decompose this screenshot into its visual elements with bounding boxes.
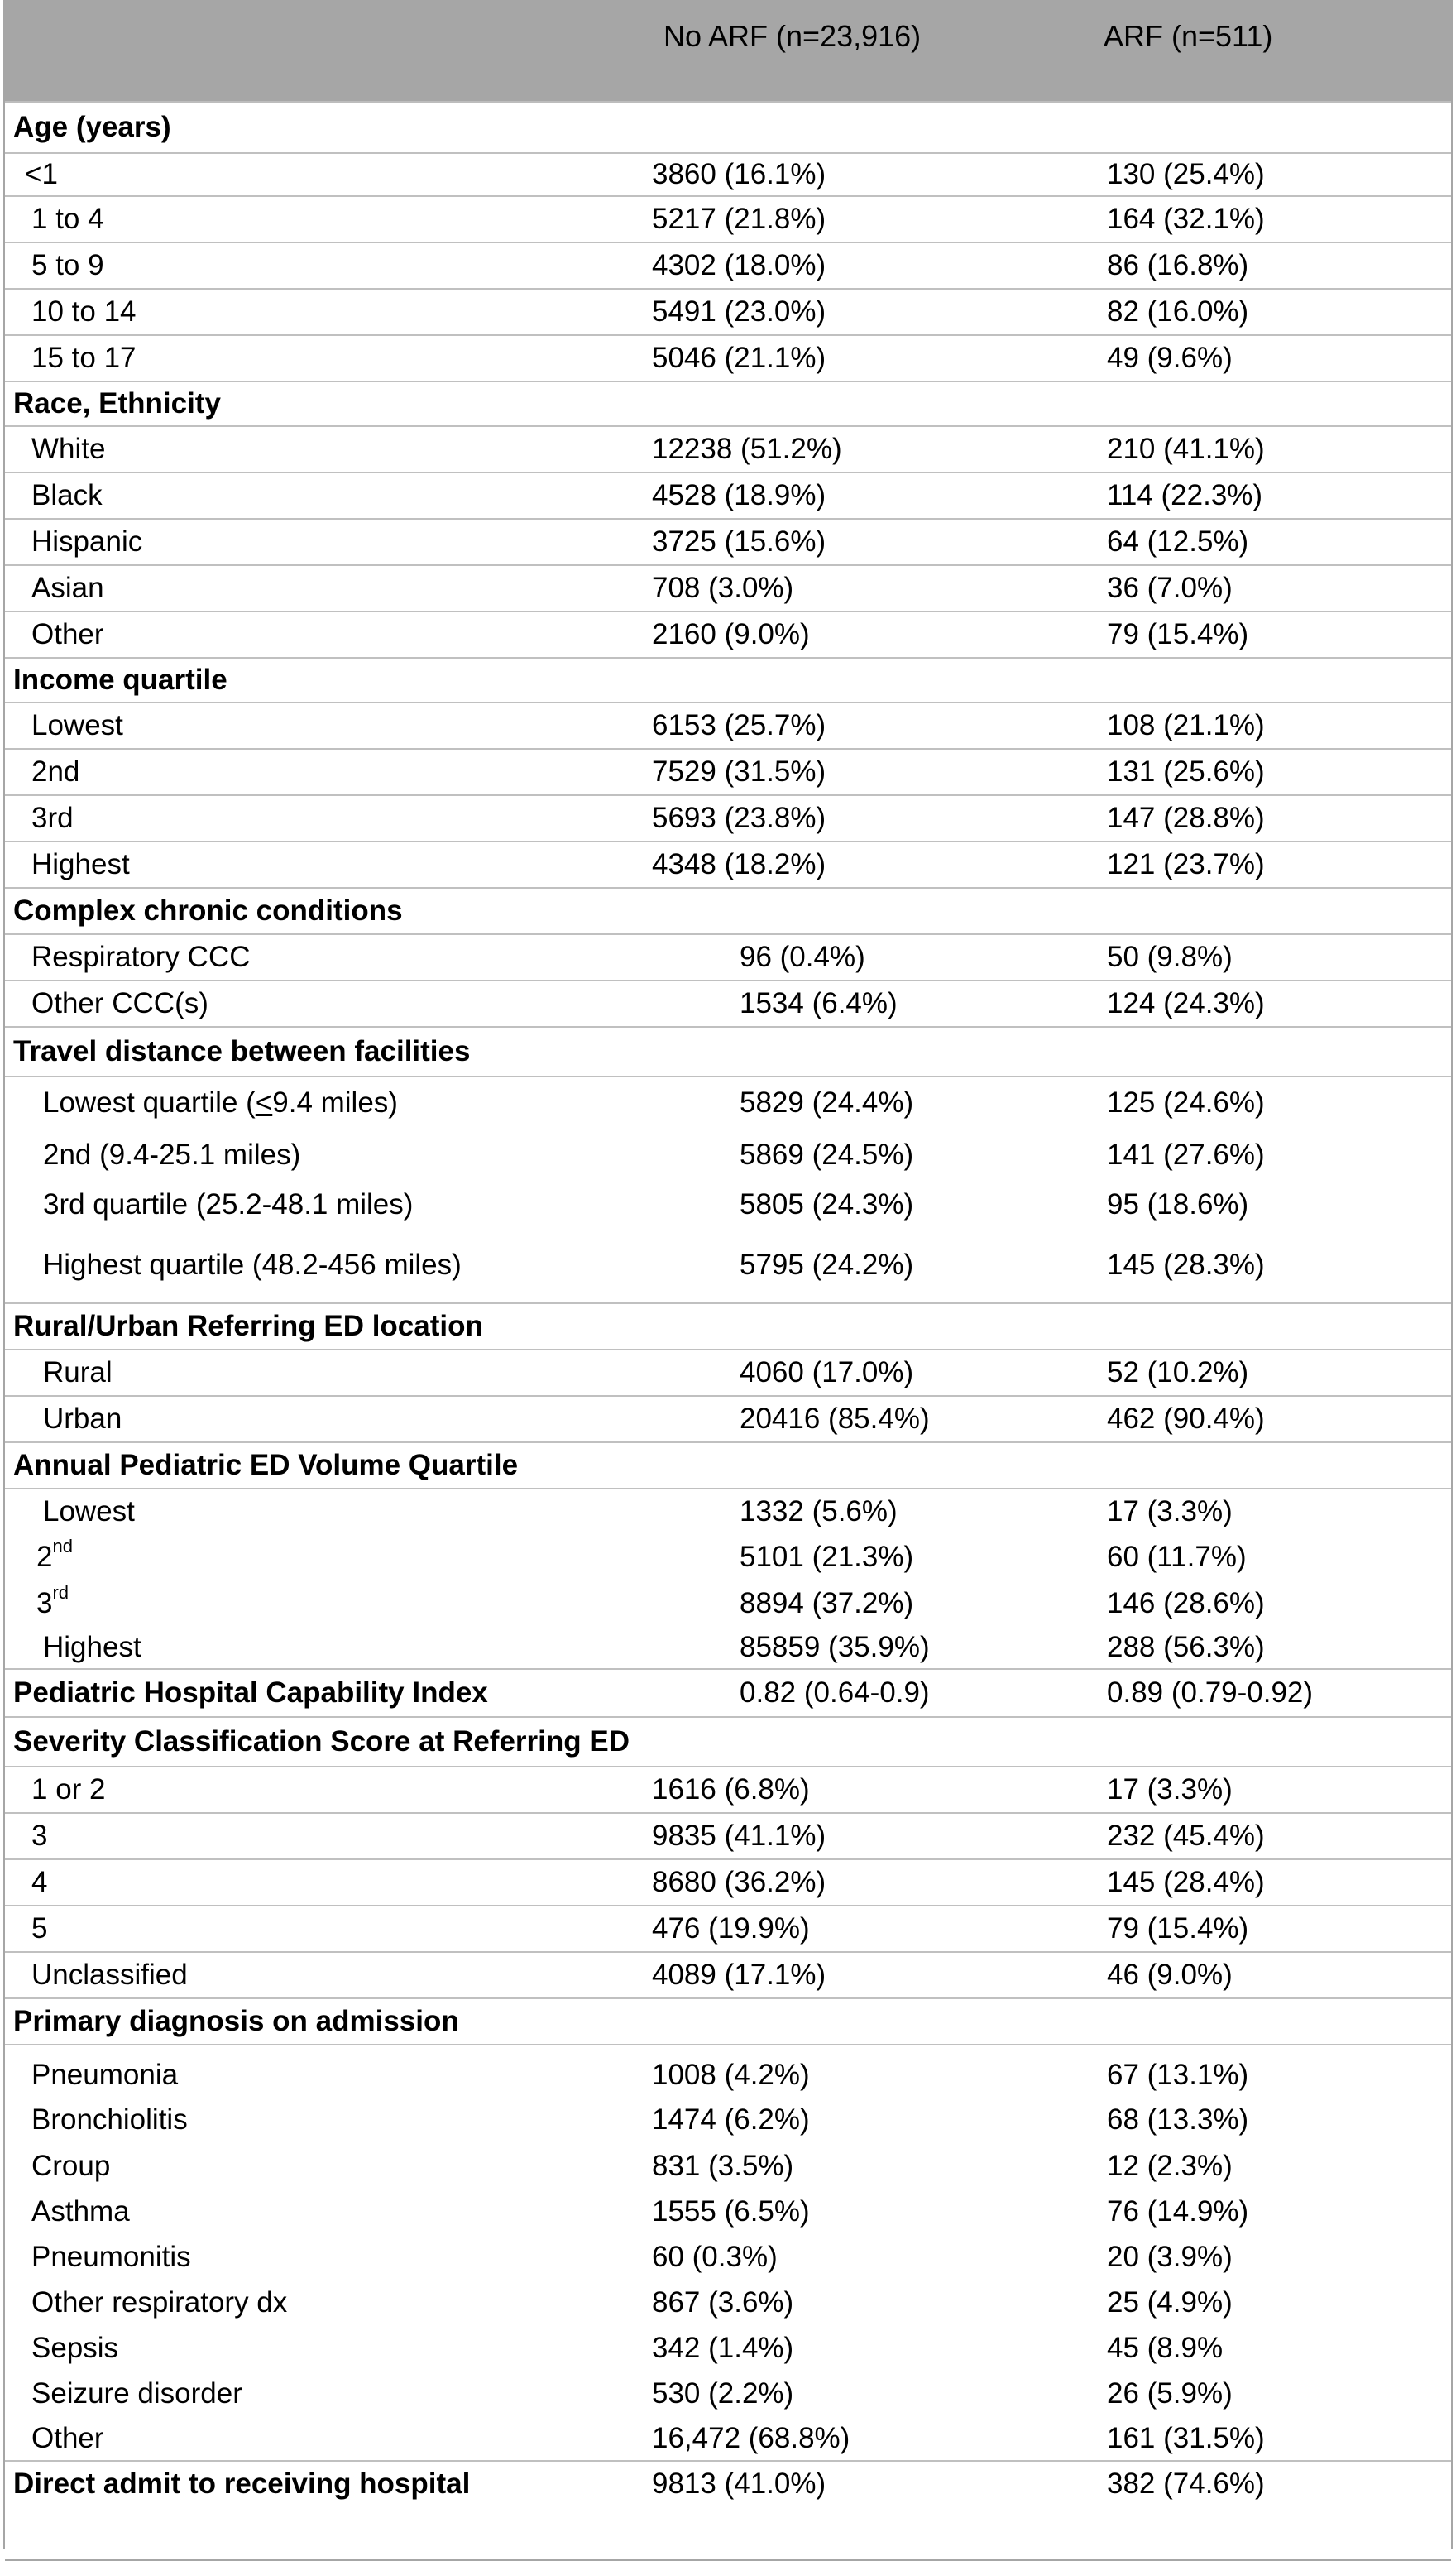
- cell-arf: 161 (31.5%): [1107, 2421, 1265, 2454]
- cell-no-arf: 5829 (24.4%): [740, 1086, 914, 1119]
- cell-no-arf: 5217 (21.8%): [652, 203, 826, 235]
- table-row: [5, 1627, 1451, 1670]
- cell-no-arf: 3860 (16.1%): [652, 158, 826, 190]
- section-label: Age (years): [13, 111, 171, 143]
- cell-arf: 52 (10.2%): [1107, 1356, 1249, 1388]
- section-income-quartile: [5, 659, 1451, 703]
- cell-arf: 108 (21.1%): [1107, 709, 1265, 741]
- header-arf: ARF (n=511): [1104, 19, 1273, 53]
- cell-no-arf: 2160 (9.0%): [652, 618, 810, 650]
- cell-arf: 145 (28.4%): [1107, 1866, 1265, 1898]
- row-label: 1 to 4: [31, 203, 104, 235]
- row-label: 3rd: [36, 1582, 69, 1619]
- cell-no-arf: 4302 (18.0%): [652, 249, 826, 281]
- cell-arf: 124 (24.3%): [1107, 987, 1265, 1019]
- row-label: Lowest quartile (<9.4 miles): [43, 1086, 398, 1119]
- row-label: Other respiratory dx: [31, 2285, 288, 2319]
- table-row: [5, 703, 1451, 750]
- cell-no-arf: 342 (1.4%): [652, 2331, 794, 2364]
- section-label: Complex chronic conditions: [13, 894, 403, 927]
- cell-no-arf: 16,472 (68.8%): [652, 2421, 850, 2454]
- table-row: [5, 2325, 1451, 2371]
- cell-arf: 50 (9.8%): [1107, 941, 1233, 973]
- table-row: [5, 1953, 1451, 1999]
- table-row: [5, 1580, 1451, 1627]
- section-label: Severity Classification Score at Referring ED: [13, 1725, 630, 1758]
- cell-no-arf: 5101 (21.3%): [740, 1541, 914, 1573]
- row-label: Bronchiolitis: [31, 2103, 188, 2136]
- row-label: 2nd (9.4-25.1 miles): [43, 1139, 301, 1171]
- cell-no-arf: 8894 (37.2%): [740, 1587, 914, 1619]
- cell-arf: 147 (28.8%): [1107, 802, 1265, 834]
- table-row: [5, 154, 1451, 197]
- cell-no-arf: 831 (3.5%): [652, 2149, 794, 2182]
- table-row: [5, 336, 1451, 382]
- table-row: [5, 427, 1451, 473]
- cell-arf: 12 (2.3%): [1107, 2149, 1233, 2182]
- cell-arf: 288 (56.3%): [1107, 1631, 1265, 1663]
- cell-no-arf: 85859 (35.9%): [740, 1631, 930, 1663]
- cell-arf: 131 (25.6%): [1107, 755, 1265, 788]
- section-primary-diagnosis: [5, 1999, 1451, 2045]
- cell-arf: 49 (9.6%): [1107, 342, 1233, 374]
- section-label: Primary diagnosis on admission: [13, 2005, 459, 2037]
- table-row: [5, 520, 1451, 566]
- table-header: [5, 0, 1451, 103]
- row-label: 1 or 2: [31, 1773, 106, 1806]
- table-row: [5, 2416, 1451, 2462]
- cell-no-arf: 4060 (17.0%): [740, 1356, 914, 1388]
- cell-no-arf: 1555 (6.5%): [652, 2194, 810, 2228]
- cell-arf: 164 (32.1%): [1107, 203, 1265, 235]
- cell-no-arf: 4089 (17.1%): [652, 1959, 826, 1991]
- row-label: Hispanic: [31, 525, 143, 558]
- table-row: [5, 2234, 1451, 2280]
- row-label: Highest: [31, 848, 130, 880]
- row-label: Pediatric Hospital Capability Index: [13, 1676, 488, 1709]
- table-row: [5, 2280, 1451, 2325]
- row-label: Other: [31, 618, 104, 650]
- cell-arf: 68 (13.3%): [1107, 2103, 1249, 2136]
- section-ed-volume-quartile: [5, 1443, 1451, 1489]
- cell-arf: 45 (8.9%: [1107, 2331, 1224, 2364]
- cell-arf: 26 (5.9%): [1107, 2376, 1233, 2410]
- table-row: [5, 197, 1451, 243]
- cell-arf: 114 (22.3%): [1107, 479, 1263, 511]
- table-row: [5, 243, 1451, 290]
- cell-arf: 20 (3.9%): [1107, 2240, 1233, 2273]
- table-row: [5, 1228, 1451, 1304]
- header-no-arf: No ARF (n=23,916): [663, 19, 922, 53]
- row-label: Unclassified: [31, 1959, 188, 1991]
- cell-arf: 125 (24.6%): [1107, 1086, 1265, 1119]
- row-label: 3: [31, 1820, 48, 1852]
- cell-arf: 17 (3.3%): [1107, 1495, 1233, 1527]
- row-label: Lowest: [31, 709, 123, 741]
- cell-no-arf: 60 (0.3%): [652, 2240, 778, 2273]
- cell-no-arf: 9813 (41.0%): [652, 2467, 826, 2500]
- cell-arf: 82 (16.0%): [1107, 295, 1249, 328]
- table-row: [5, 981, 1451, 1028]
- cell-no-arf: 1616 (6.8%): [652, 1773, 810, 1806]
- cell-no-arf: 5046 (21.1%): [652, 342, 826, 374]
- row-label: 5 to 9: [31, 249, 104, 281]
- cell-no-arf: 1008 (4.2%): [652, 2058, 810, 2091]
- cell-arf: 0.89 (0.79-0.92): [1107, 1676, 1314, 1709]
- row-label: Asthma: [31, 2194, 130, 2228]
- cell-arf: 232 (45.4%): [1107, 1820, 1265, 1852]
- row-label: Black: [31, 479, 103, 511]
- table-row: [5, 2097, 1451, 2143]
- cell-arf: 76 (14.9%): [1107, 2194, 1249, 2228]
- section-travel-distance: [5, 1028, 1451, 1077]
- table-row: [5, 2189, 1451, 2234]
- table-footer: [5, 2506, 1451, 2561]
- row-label: Asian: [31, 572, 104, 604]
- cell-no-arf: 476 (19.9%): [652, 1912, 810, 1945]
- row-label: Highest quartile (48.2-456 miles): [43, 1249, 462, 1281]
- table-row: [5, 566, 1451, 612]
- section-age: [5, 103, 1451, 154]
- characteristics-table: [3, 0, 1453, 2549]
- row-label: Sepsis: [31, 2331, 119, 2364]
- row-label: Seizure disorder: [31, 2376, 242, 2410]
- row-label: 15 to 17: [31, 342, 136, 374]
- table-row: [5, 750, 1451, 796]
- cell-no-arf: 5869 (24.5%): [740, 1139, 914, 1171]
- cell-no-arf: 5805 (24.3%): [740, 1188, 914, 1221]
- cell-arf: 382 (74.6%): [1107, 2467, 1265, 2500]
- cell-arf: 95 (18.6%): [1107, 1188, 1249, 1221]
- cell-no-arf: 6153 (25.7%): [652, 709, 826, 741]
- table-row: [5, 290, 1451, 336]
- row-label: Lowest: [43, 1495, 135, 1527]
- table-row: [5, 1489, 1451, 1534]
- cell-arf: 130 (25.4%): [1107, 158, 1265, 190]
- row-label: Highest: [43, 1631, 141, 1663]
- row-label: 5: [31, 1912, 48, 1945]
- table-row: [5, 1860, 1451, 1906]
- cell-arf: 86 (16.8%): [1107, 249, 1249, 281]
- section-label: Annual Pediatric ED Volume Quartile: [13, 1449, 519, 1481]
- cell-arf: 462 (90.4%): [1107, 1403, 1265, 1435]
- cell-arf: 17 (3.3%): [1107, 1773, 1233, 1806]
- section-label: Race, Ethnicity: [13, 387, 221, 420]
- table-row: [5, 1397, 1451, 1443]
- row-label: Respiratory CCC: [31, 941, 251, 973]
- table-row: [5, 473, 1451, 520]
- section-severity-score: [5, 1718, 1451, 1767]
- row-label: Croup: [31, 2149, 111, 2182]
- cell-arf: 36 (7.0%): [1107, 572, 1233, 604]
- table-row: [5, 1534, 1451, 1580]
- section-label: Rural/Urban Referring ED location: [13, 1310, 483, 1342]
- row-label: Pneumonitis: [31, 2240, 191, 2273]
- cell-arf: 60 (11.7%): [1107, 1541, 1247, 1573]
- row-label: 2nd: [36, 1536, 73, 1573]
- row-label: Direct admit to receiving hospital: [13, 2467, 471, 2500]
- table-row: [5, 1077, 1451, 1129]
- cell-no-arf: 5795 (24.2%): [740, 1249, 914, 1281]
- cell-no-arf: 1332 (5.6%): [740, 1495, 898, 1527]
- cell-arf: 67 (13.1%): [1107, 2058, 1249, 2091]
- cell-no-arf: 4528 (18.9%): [652, 479, 826, 511]
- cell-arf: 79 (15.4%): [1107, 618, 1249, 650]
- cell-arf: 210 (41.1%): [1107, 433, 1265, 465]
- cell-no-arf: 12238 (51.2%): [652, 433, 842, 465]
- cell-no-arf: 1534 (6.4%): [740, 987, 898, 1019]
- section-rural-urban: [5, 1304, 1451, 1350]
- table-row-capability-index: [5, 1670, 1451, 1718]
- row-label: Urban: [43, 1403, 122, 1435]
- row-label: 4: [31, 1866, 48, 1898]
- table-row: [5, 1767, 1451, 1814]
- cell-arf: 146 (28.6%): [1107, 1587, 1265, 1619]
- cell-arf: 46 (9.0%): [1107, 1959, 1233, 1991]
- cell-arf: 64 (12.5%): [1107, 525, 1249, 558]
- row-label: 10 to 14: [31, 295, 136, 328]
- cell-arf: 121 (23.7%): [1107, 848, 1265, 880]
- row-label: Other CCC(s): [31, 987, 208, 1019]
- row-label: Other: [31, 2421, 104, 2454]
- table-row: [5, 796, 1451, 842]
- cell-no-arf: 4348 (18.2%): [652, 848, 826, 880]
- cell-no-arf: 20416 (85.4%): [740, 1403, 930, 1435]
- table-row: [5, 1182, 1451, 1228]
- cell-no-arf: 7529 (31.5%): [652, 755, 826, 788]
- cell-no-arf: 5491 (23.0%): [652, 295, 826, 328]
- section-complex-chronic-conditions: [5, 889, 1451, 935]
- cell-arf: 145 (28.3%): [1107, 1249, 1265, 1281]
- cell-arf: 79 (15.4%): [1107, 1912, 1249, 1945]
- row-label: 2nd: [31, 755, 80, 788]
- row-label: Rural: [43, 1356, 113, 1388]
- table-row: [5, 1129, 1451, 1182]
- table-row: [5, 2045, 1451, 2097]
- row-label: <1: [25, 158, 58, 190]
- section-label: Travel distance between facilities: [13, 1035, 471, 1067]
- row-label: 3rd: [31, 802, 74, 834]
- cell-no-arf: 867 (3.6%): [652, 2285, 794, 2319]
- section-race-ethnicity: [5, 382, 1451, 427]
- cell-no-arf: 3725 (15.6%): [652, 525, 826, 558]
- cell-no-arf: 8680 (36.2%): [652, 1866, 826, 1898]
- table-row: [5, 842, 1451, 889]
- cell-no-arf: 0.82 (0.64-0.9): [740, 1676, 930, 1709]
- table-row: [5, 2371, 1451, 2416]
- table-row-direct-admit: [5, 2462, 1451, 2506]
- cell-no-arf: 96 (0.4%): [740, 941, 865, 973]
- cell-no-arf: 708 (3.0%): [652, 572, 794, 604]
- cell-arf: 25 (4.9%): [1107, 2285, 1233, 2319]
- cell-no-arf: 1474 (6.2%): [652, 2103, 810, 2136]
- cell-no-arf: 5693 (23.8%): [652, 802, 826, 834]
- table-row: [5, 1350, 1451, 1397]
- table-row: [5, 2143, 1451, 2189]
- row-label: White: [31, 433, 106, 465]
- cell-no-arf: 530 (2.2%): [652, 2376, 794, 2410]
- table-row: [5, 1814, 1451, 1860]
- cell-no-arf: 9835 (41.1%): [652, 1820, 826, 1852]
- cell-arf: 141 (27.6%): [1107, 1139, 1265, 1171]
- table-row: [5, 1906, 1451, 1953]
- table-row: [5, 935, 1451, 981]
- section-label: Income quartile: [13, 664, 228, 696]
- row-label: Pneumonia: [31, 2058, 179, 2091]
- row-label: 3rd quartile (25.2-48.1 miles): [43, 1188, 414, 1221]
- table-row: [5, 612, 1451, 659]
